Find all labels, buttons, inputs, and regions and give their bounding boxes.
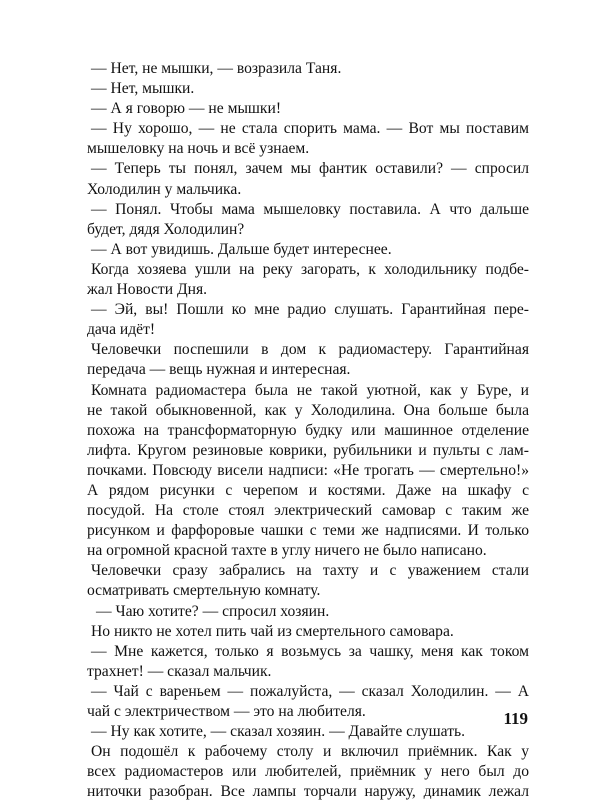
text-line: Он подошёл к рабочему столу и включил приёмник. Как у <box>91 743 529 761</box>
text-line: — Теперь ты понял, зачем мы фантик оставили? — спросил <box>91 160 529 178</box>
text-line: лифта. Кругом резиновые коврики, рубильники и пульты с лам- <box>87 441 529 459</box>
text-line: Комната радиомастера была не такой уютной, как у Буре, и <box>91 381 529 399</box>
text-line: А рядом рисунки с черепом и костями. Даже на шкафу с <box>87 481 529 499</box>
page-text <box>87 59 529 802</box>
text-line: осматривать смертельную комнату. <box>87 582 321 600</box>
text-line: — Понял. Чтобы мама мышеловку поставила. А что дальше <box>91 200 529 218</box>
text-line: Когда хозяева ушли на реку загорать, к холодильнику подбе- <box>91 260 529 278</box>
text-line: рисунком и фарфоровые чашки с теми же надписями. И только <box>87 522 529 540</box>
text-line: передача — вещь нужная и интересная. <box>87 361 351 379</box>
text-line: — Нет, мышки. <box>91 80 195 98</box>
text-line: — А вот увидишь. Дальше будет интереснее. <box>91 240 392 258</box>
text-line: — Нет, не мышки, — возразила Таня. <box>91 60 342 77</box>
text-line: жал Новости Дня. <box>87 281 208 299</box>
text-line: всех радиомастеров или любителей, приёмник у него был до <box>87 763 529 781</box>
page-number: 119 <box>503 709 528 728</box>
text-line: — Чай с вареньем — пожалуйста, — сказал Холодилин. — А <box>91 682 529 700</box>
text-line: — Чаю хотите? — спросил хозяин. <box>96 602 330 620</box>
text-line: чай с электричеством — это на любителя. <box>87 703 366 720</box>
text-line: почками. Повсюду висели надписи: «Не трогать — смертельно!» <box>87 461 529 479</box>
text-line: — Ну хорошо, — не стала спорить мама. — Вот мы поставим <box>91 120 529 138</box>
text-line: не такой обыкновенной, как у Холодилина. Она больше была <box>87 401 529 419</box>
text-line: дача идёт! <box>87 321 156 339</box>
text-line: — Эй, вы! Пошли ко мне радио слушать. Гарантийная пере- <box>91 301 529 319</box>
text-line: будет, дядя Холодилин? <box>87 220 245 238</box>
text-line: — Ну как хотите, — сказал хозяин. — Давайте слушать. <box>91 723 466 741</box>
text-line: на огромной красной тахте в углу ничего не было написано. <box>87 542 487 560</box>
text-line: — А я говорю — не мышки! <box>91 100 282 118</box>
text-line: трахнет! — сказал мальчик. <box>87 662 272 680</box>
text-line: — Мне кажется, только я возьмусь за чашку, меня как током <box>91 642 529 660</box>
text-line: Холодилин у мальчика. <box>87 180 242 198</box>
text-line: Но никто не хотел пить чай из смертельного самовара. <box>91 622 454 640</box>
text-line: похожа на трансформаторную будку или машинное отделение <box>87 421 529 439</box>
text-line: Человечки поспешили в дом к радиомастеру. Гарантийная <box>91 341 529 359</box>
text-line: посудой. На столе стоял электрический самовар с таким же <box>87 502 529 520</box>
text-line: ниточки разобран. Все лампы торчали наружу, динамик лежал <box>87 783 529 801</box>
text-line: Человечки сразу забрались на тахту и с уважением стали <box>91 562 529 580</box>
text-line: мышеловку на ночь и всё узнаем. <box>87 140 310 158</box>
